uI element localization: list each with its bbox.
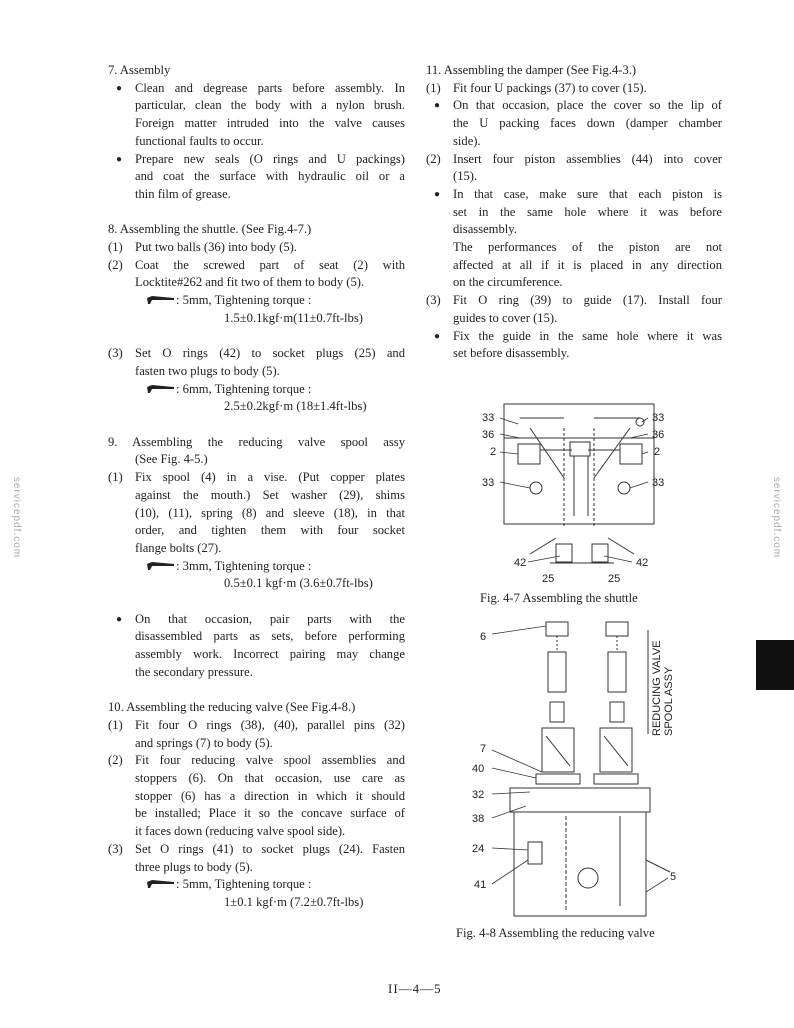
step-11-1: (1) Fit four U packings (37) to cover (15). xyxy=(426,80,647,95)
callout-6: 6 xyxy=(480,631,487,643)
step-10-2-line1: (2) Fit four reducing valve spool assemblies and xyxy=(108,753,405,768)
hex-wrench-icon xyxy=(146,879,176,889)
callout-32: 32 xyxy=(472,789,485,801)
reducing-valve-label: REDUCING VALVE xyxy=(651,640,663,736)
callout-42: 42 xyxy=(514,557,527,569)
callout-2: 2 xyxy=(490,446,497,458)
bullet-piston-line3: disassembly. xyxy=(453,222,517,237)
bullet-clean-degrease-line3: Foreign matter intruded into the valve causes xyxy=(135,116,405,131)
bullet-piston-line6: on the circumference. xyxy=(453,275,563,290)
torque-spec-9-1: : 3mm, Tightening torque : xyxy=(108,558,405,576)
step-9-1-line2: against the mouth.) Set washer (29), shims xyxy=(135,487,405,502)
left-column xyxy=(108,62,405,912)
bullet-clean-degrease-line4: functional faults to occur. xyxy=(135,133,264,148)
torque-spec-8-2: : 5mm, Tightening torque : xyxy=(108,292,405,310)
step-8-2-line2: Locktite#262 and fit two of them to body (5). xyxy=(135,275,365,290)
callout-42: 42 xyxy=(636,557,649,569)
callout-33: 33 xyxy=(652,477,665,489)
spool-assy-label: SPOOL ASSY xyxy=(663,666,675,736)
bullet-piston-line1: In that case, make sure that each piston is xyxy=(453,186,722,201)
watermark-left: servicepdf.com xyxy=(11,476,23,559)
step-8-1: (1) Put two balls (36) into body (5). xyxy=(108,240,297,255)
callout-36: 36 xyxy=(652,429,665,441)
bullet-new-seals-line2: and coat the surface with hydraulic oil or a xyxy=(135,169,405,184)
bullet-clean-degrease-line1: Clean and degrease parts before assembly. In xyxy=(135,80,405,95)
right-column xyxy=(426,62,722,363)
step-9-1-line1: (1) Fix spool (4) in a vise. (Put copper plates xyxy=(108,470,405,485)
bullet-piston-line4: The performances of the piston are not xyxy=(453,240,722,255)
callout-2: 2 xyxy=(654,446,661,458)
bullet-new-seals-line3: thin film of grease. xyxy=(135,186,231,201)
step-11-2-line2: (15). xyxy=(453,169,478,184)
callout-25: 25 xyxy=(542,573,555,584)
bullet-pair-parts-line3: assembly work. Incorrect pairing may change xyxy=(135,647,405,662)
step-11-3-line2: guides to cover (15). xyxy=(453,310,558,325)
bullet-cover-lip-line2: the U packing faces down (damper chamber xyxy=(453,116,722,131)
section-9-title-line1: 9. Assembling the reducing valve spool assy xyxy=(108,434,405,449)
section-10-title: 10. Assembling the reducing valve (See Fig.4-8.) xyxy=(108,700,356,715)
step-11-2-line1: (2) Insert four piston assemblies (44) into cover xyxy=(426,151,722,166)
bullet-piston-line5: affected at all if it is placed in any direction xyxy=(453,257,722,272)
bullet-pair-parts-line4: the secondary pressure. xyxy=(135,664,253,679)
step-10-2-line5: it faces down (reducing valve spool side). xyxy=(135,824,346,839)
section-7-title: 7. Assembly xyxy=(108,63,171,77)
hex-wrench-icon xyxy=(146,561,176,571)
step-10-2-line3: stopper (6) has a direction in which it should xyxy=(135,788,405,803)
step-11-3-line1: (3) Fit O ring (39) to guide (17). Install four xyxy=(426,293,722,308)
hex-wrench-icon xyxy=(146,384,176,394)
callout-33: 33 xyxy=(482,412,495,424)
torque-spec-8-3: : 6mm, Tightening torque : xyxy=(108,381,405,399)
torque-value-8-2: 1.5±0.1kgf·m(11±0.7ft-lbs) xyxy=(224,310,363,325)
step-10-1-line1: (1) Fit four O rings (38), (40), parallel pins (32) xyxy=(108,717,405,732)
callout-7: 7 xyxy=(480,743,487,755)
step-9-1-line4: order, and tighten them with four socket xyxy=(135,523,405,538)
figure-4-7-caption: Fig. 4-7 Assembling the shuttle xyxy=(480,591,638,605)
callout-33: 33 xyxy=(482,477,495,489)
bullet-clean-degrease-line2: particular, clean the body with a nylon brush. xyxy=(135,98,405,113)
torque-value-8-3: 2.5±0.2kgf·m (18±1.4ft-lbs) xyxy=(224,399,367,414)
figure-4-8-caption: Fig. 4-8 Assembling the reducing valve xyxy=(456,926,655,940)
callout-41: 41 xyxy=(474,879,487,891)
bullet-piston-line2: set in the same hole where it was before xyxy=(453,204,722,219)
step-10-3-line2: three plugs to body (5). xyxy=(135,859,253,874)
callout-38: 38 xyxy=(472,813,485,825)
page-number: II—4—5 xyxy=(388,981,442,996)
figure-4-7-shuttle-diagram xyxy=(470,398,690,584)
bullet-cover-lip-line1: On that occasion, place the cover so the lip of xyxy=(453,98,722,113)
step-9-1-line5: flange bolts (27). xyxy=(135,540,222,555)
step-10-3-line1: (3) Set O rings (41) to socket plugs (24). Fasten xyxy=(108,841,405,856)
bullet-guide-line2: set before disassembly. xyxy=(453,346,570,361)
bullet-pair-parts-line1: On that occasion, pair parts with the xyxy=(135,611,405,626)
step-8-3-line2: fasten two plugs to body (5). xyxy=(135,363,280,378)
section-11-title: 11. Assembling the damper (See Fig.4-3.) xyxy=(426,63,637,77)
step-10-2-line2: stoppers (6). On that occasion, use care as xyxy=(135,771,405,786)
figure-4-8-reducing-valve-diagram xyxy=(470,616,696,922)
section-8-title: 8. Assembling the shuttle. (See Fig.4-7.) xyxy=(108,222,312,237)
callout-36: 36 xyxy=(482,429,495,441)
chapter-tab-marker xyxy=(756,640,794,690)
step-9-1-line3: (10), (11), spring (8) and sleeve (18), in that xyxy=(135,505,405,520)
hex-wrench-icon xyxy=(146,295,176,305)
callout-25: 25 xyxy=(608,573,621,584)
bullet-cover-lip-line3: side). xyxy=(453,133,481,148)
bullet-new-seals-line1: Prepare new seals (O rings and U packings) xyxy=(135,151,405,166)
step-8-3-line1: (3) Set O rings (42) to socket plugs (25) and xyxy=(108,346,405,361)
section-9-title-line2: (See Fig. 4-5.) xyxy=(135,452,208,467)
torque-value-9-1: 0.5±0.1 kgf·m (3.6±0.7ft-lbs) xyxy=(224,576,373,591)
step-10-2-line4: be installed; Place it so the concave surface of xyxy=(135,806,405,821)
torque-value-10-3: 1±0.1 kgf·m (7.2±0.7ft-lbs) xyxy=(224,894,364,909)
callout-33: 33 xyxy=(652,412,665,424)
step-8-2-line1: (2) Coat the screwed part of seat (2) with xyxy=(108,257,405,272)
callout-5: 5 xyxy=(670,871,677,883)
bullet-pair-parts-line2: disassembled parts as sets, before performing xyxy=(135,629,405,644)
callout-24: 24 xyxy=(472,843,485,855)
step-10-1-line2: and springs (7) to body (5). xyxy=(135,735,273,750)
torque-spec-10-3: : 5mm, Tightening torque : xyxy=(108,876,405,894)
callout-40: 40 xyxy=(472,763,485,775)
bullet-guide-line1: Fix the guide in the same hole where it was xyxy=(453,328,722,343)
watermark-right: servicepdf.com xyxy=(771,476,783,559)
